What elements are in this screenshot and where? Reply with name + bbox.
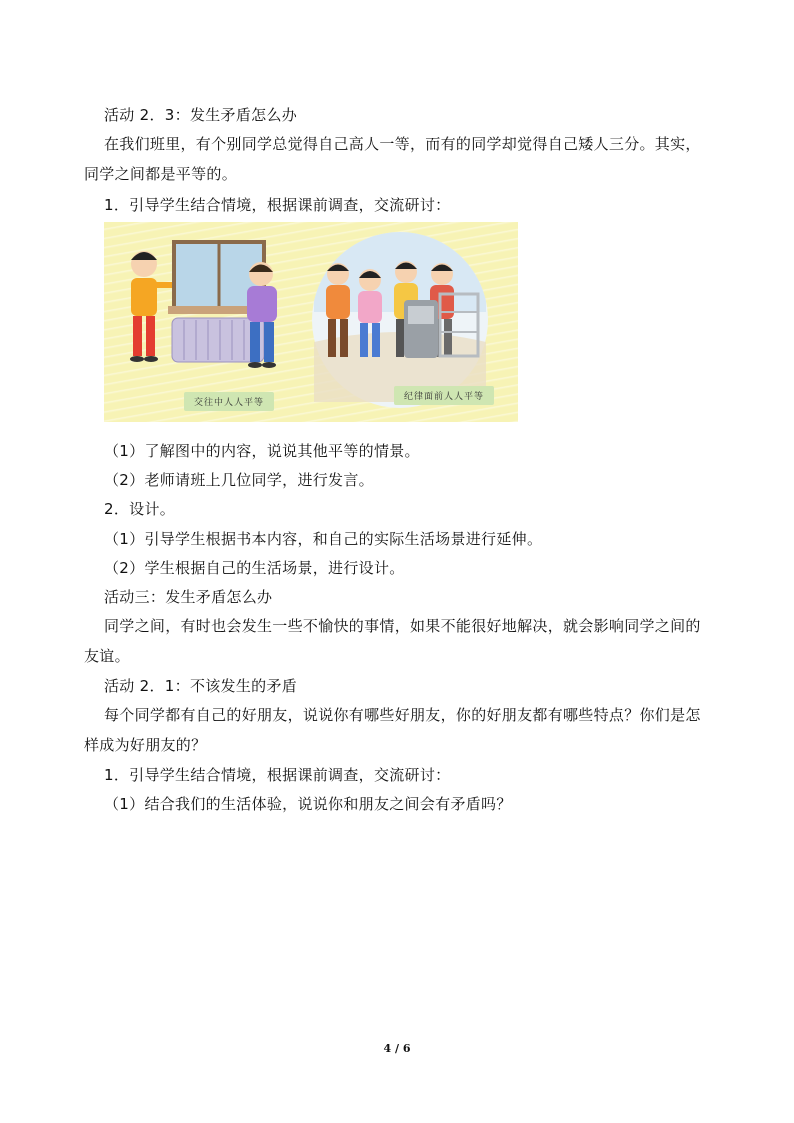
question-1b: （1）结合我们的生活体验，说说你和朋友之间会有矛盾吗？ <box>104 795 512 813</box>
paragraph-friends: 每个同学都有自己的好朋友，说说你有哪些好朋友，你的好朋友都有哪些特点？你们是怎样成为好朋友的？ <box>84 706 701 754</box>
activity-2-3-heading: 活动 2．3：发生矛盾怎么办 <box>104 106 298 124</box>
step-2-heading: 2．设计。 <box>104 500 176 518</box>
left-scene <box>130 242 277 368</box>
page-number: 4 / 6 <box>383 1042 411 1055</box>
boy-orange-figure <box>130 251 172 362</box>
step-1b-heading: 1．引导学生结合情境，根据课前调查，交流研讨： <box>104 766 451 784</box>
caption-right: 纪律面前人人平等 <box>394 386 494 405</box>
paragraph-conflict: 同学之间，有时也会发生一些不愉快的事情，如果不能很好地解决，就会影响同学之间的友谊。 <box>84 617 701 665</box>
paragraph-equality: 在我们班里，有个别同学总觉得自己高人一等，而有的同学却觉得自己矮人三分。其实，同学之间都是平等的。 <box>84 135 701 183</box>
design-1: （1）引导学生根据书本内容，和自己的实际生活场景进行延伸。 <box>104 530 543 548</box>
design-2: （2）学生根据自己的生活场景，进行设计。 <box>104 559 405 577</box>
step-1-heading: 1．引导学生结合情境，根据课前调查，交流研讨： <box>104 196 451 214</box>
activity-3-heading: 活动三：发生矛盾怎么办 <box>104 588 273 606</box>
illustration-equality <box>104 222 518 422</box>
question-2: （2）老师请班上几位同学，进行发言。 <box>104 471 374 489</box>
activity-2-1-heading: 活动 2．1：不该发生的矛盾 <box>104 677 298 695</box>
caption-left: 交往中人人平等 <box>184 392 274 411</box>
right-scene <box>312 232 488 408</box>
question-1: （1）了解图中的内容，说说其他平等的情景。 <box>104 442 420 460</box>
